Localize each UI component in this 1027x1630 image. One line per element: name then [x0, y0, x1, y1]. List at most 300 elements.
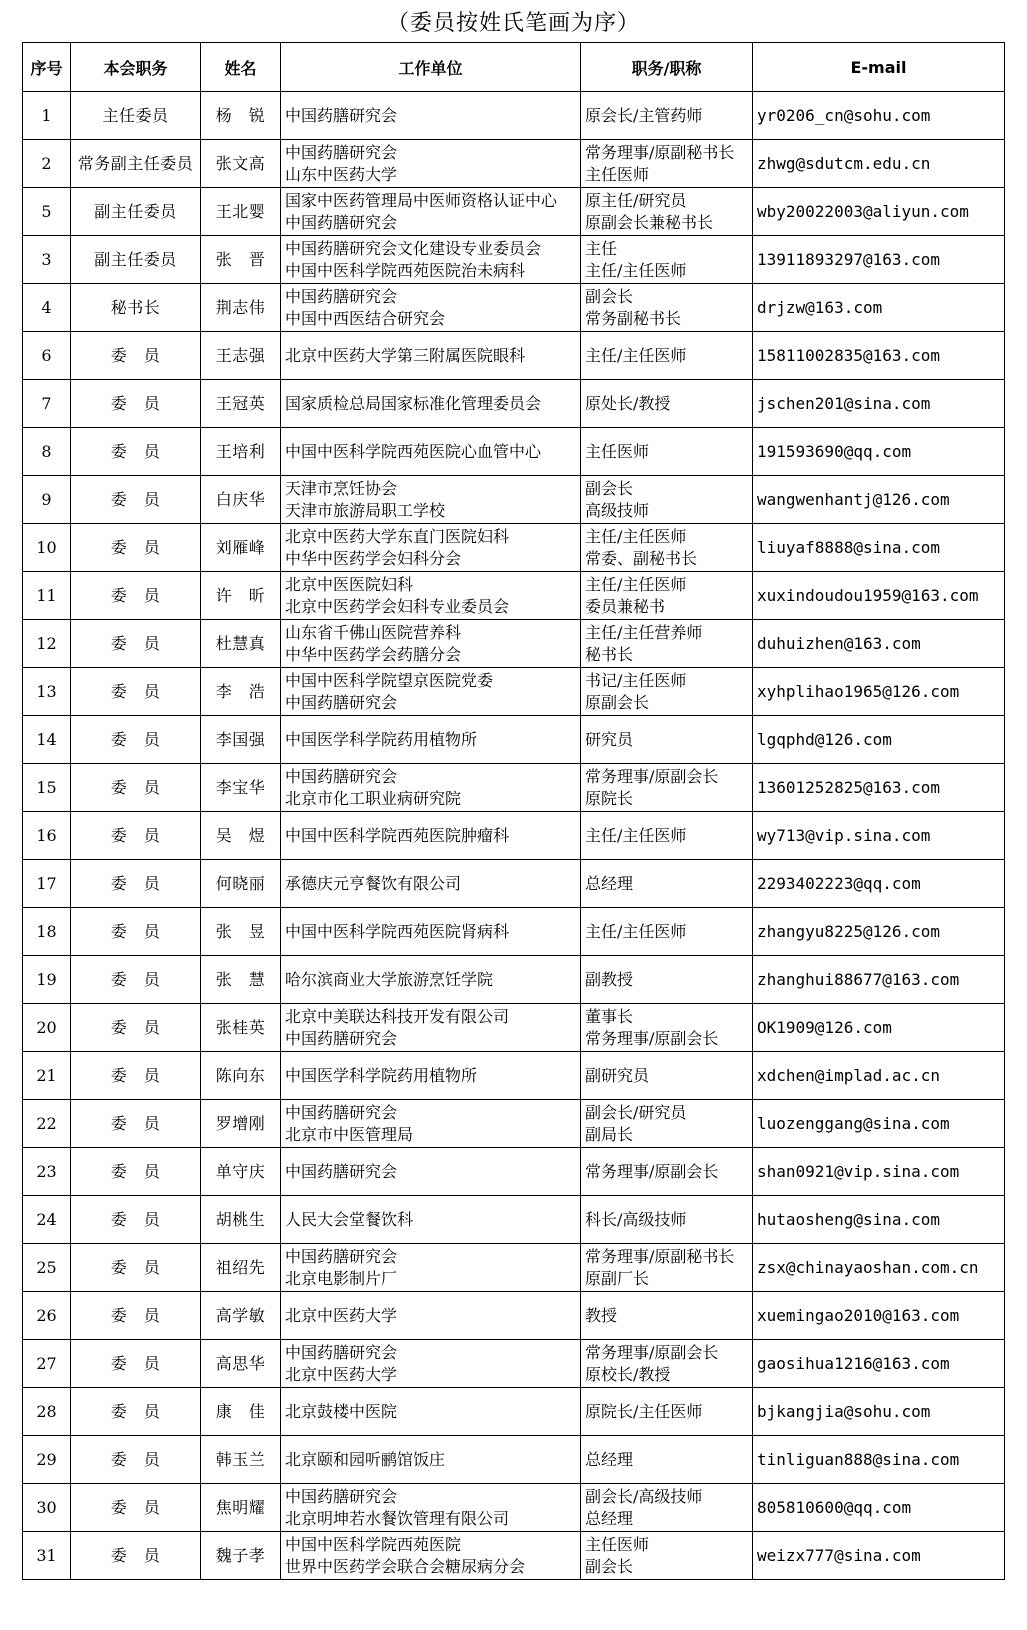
- cell-no: 25: [23, 1244, 71, 1292]
- cell-email: shan0921@vip.sina.com: [753, 1148, 1005, 1196]
- cell-role: 委 员: [71, 860, 201, 908]
- cell-unit-line: 国家质检总局国家标准化管理委员会: [285, 393, 542, 413]
- cell-unit: [281, 812, 581, 860]
- cell-title-line: 副局长: [585, 1124, 634, 1144]
- cell-no: 1: [23, 92, 71, 140]
- table-body: [23, 92, 1005, 1580]
- cell-email: liuyaf8888@sina.com: [753, 524, 1005, 572]
- cell-unit-line: 中国中医科学院西苑医院肿瘤科: [285, 825, 510, 845]
- cell-unit: [281, 1532, 581, 1580]
- cell-role: 委 员: [71, 476, 201, 524]
- caption: （委员按姓氏笔画为序）: [386, 11, 640, 36]
- cell-title-line: 原主任/研究员: [585, 190, 687, 210]
- cell-name: 王冠英: [201, 380, 281, 428]
- cell-name: 李国强: [201, 716, 281, 764]
- cell-title-line: 原副会长兼秘书长: [585, 212, 714, 232]
- cell-name: 李宝华: [201, 764, 281, 812]
- cell-role: 副主任委员: [71, 236, 201, 284]
- cell-unit-line: 中国中医科学院西苑医院: [285, 1534, 462, 1554]
- cell-no: 28: [23, 1388, 71, 1436]
- cell-unit-line: 北京中医医院妇科: [285, 574, 414, 594]
- header-title: 职务/职称: [581, 43, 753, 92]
- table-row: [23, 716, 1005, 764]
- cell-title-line: 原院长: [585, 788, 634, 808]
- cell-unit-line: 山东中医药大学: [285, 164, 398, 184]
- cell-title-line: 原院长/主任医师: [585, 1401, 703, 1421]
- cell-name: 刘雁峰: [201, 524, 281, 572]
- cell-unit-line: 中国药膳研究会: [285, 766, 398, 786]
- cell-role: 委 员: [71, 1244, 201, 1292]
- cell-role: 主任委员: [71, 92, 201, 140]
- cell-title: [581, 572, 753, 620]
- cell-no: 29: [23, 1436, 71, 1484]
- cell-email: zhanghui88677@163.com: [753, 956, 1005, 1004]
- cell-name: 张 慧: [201, 956, 281, 1004]
- cell-unit-line: 中华中医药学会药膳分会: [285, 644, 462, 664]
- header-email: E-mail: [753, 43, 1005, 92]
- cell-title: [581, 1244, 753, 1292]
- cell-unit: [281, 572, 581, 620]
- cell-role: 委 员: [71, 668, 201, 716]
- cell-no: 21: [23, 1052, 71, 1100]
- cell-unit: [281, 1052, 581, 1100]
- cell-title-line: 原会长/主管药师: [585, 105, 703, 125]
- cell-title: [581, 716, 753, 764]
- cell-no: 27: [23, 1340, 71, 1388]
- cell-title: [581, 860, 753, 908]
- table-row: [23, 1196, 1005, 1244]
- cell-role: 委 员: [71, 1340, 201, 1388]
- cell-title-line: 主任医师: [585, 164, 650, 184]
- cell-no: 18: [23, 908, 71, 956]
- cell-email: duhuizhen@163.com: [753, 620, 1005, 668]
- cell-title-line: 常务副秘书长: [585, 308, 682, 328]
- cell-no: 17: [23, 860, 71, 908]
- cell-no: 13: [23, 668, 71, 716]
- cell-name: 许 昕: [201, 572, 281, 620]
- cell-unit-line: 中国药膳研究会: [285, 1102, 398, 1122]
- cell-title: [581, 1292, 753, 1340]
- cell-role: 委 员: [71, 1052, 201, 1100]
- cell-name: 白庆华: [201, 476, 281, 524]
- cell-unit-line: 中国中医科学院西苑医院肾病科: [285, 921, 510, 941]
- cell-no: 5: [23, 188, 71, 236]
- cell-unit: [281, 188, 581, 236]
- cell-email: wy713@vip.sina.com: [753, 812, 1005, 860]
- table-row: [23, 1100, 1005, 1148]
- cell-title-line: 主任/主任医师: [585, 825, 687, 845]
- cell-role: 委 员: [71, 716, 201, 764]
- cell-unit: [281, 1196, 581, 1244]
- cell-no: 12: [23, 620, 71, 668]
- table-row: [23, 476, 1005, 524]
- cell-unit-line: 世界中医药学会联合会糖尿病分会: [285, 1556, 526, 1576]
- cell-name: 焦明耀: [201, 1484, 281, 1532]
- cell-unit: [281, 716, 581, 764]
- cell-title-line: 副会长: [585, 478, 634, 498]
- cell-unit-line: 中国药膳研究会: [285, 1342, 398, 1362]
- cell-title-line: 教授: [585, 1305, 618, 1325]
- cell-name: 王志强: [201, 332, 281, 380]
- table-row: [23, 1052, 1005, 1100]
- cell-title: [581, 476, 753, 524]
- cell-unit: [281, 1100, 581, 1148]
- cell-role: 委 员: [71, 1436, 201, 1484]
- cell-unit: [281, 1004, 581, 1052]
- table-row: [23, 524, 1005, 572]
- cell-title-line: 主任/主任医师: [585, 345, 687, 365]
- cell-title-line: 书记/主任医师: [585, 670, 687, 690]
- cell-email: 191593690@qq.com: [753, 428, 1005, 476]
- cell-unit: [281, 1436, 581, 1484]
- cell-no: 6: [23, 332, 71, 380]
- header-name: 姓名: [201, 43, 281, 92]
- cell-title-line: 原处长/教授: [585, 393, 671, 413]
- cell-no: 26: [23, 1292, 71, 1340]
- cell-title-line: 主任/主任医师: [585, 260, 687, 280]
- cell-title-line: 科长/高级技师: [585, 1209, 687, 1229]
- table-row: [23, 908, 1005, 956]
- cell-no: 30: [23, 1484, 71, 1532]
- cell-title-line: 副会长: [585, 286, 634, 306]
- cell-title-line: 常务理事/原副会长: [585, 1161, 719, 1181]
- cell-unit-line: 中华中医药学会妇科分会: [285, 548, 462, 568]
- cell-email: jschen201@sina.com: [753, 380, 1005, 428]
- cell-title-line: 常务理事/原副会长: [585, 766, 719, 786]
- cell-title-line: 副会长/高级技师: [585, 1486, 703, 1506]
- cell-unit-line: 北京市化工职业病研究院: [285, 788, 462, 808]
- cell-name: 胡桃生: [201, 1196, 281, 1244]
- cell-email: drjzw@163.com: [753, 284, 1005, 332]
- cell-title: [581, 188, 753, 236]
- cell-title: [581, 1004, 753, 1052]
- cell-title: [581, 236, 753, 284]
- cell-role: 委 员: [71, 812, 201, 860]
- cell-role: 委 员: [71, 1532, 201, 1580]
- cell-no: 22: [23, 1100, 71, 1148]
- cell-name: 韩玉兰: [201, 1436, 281, 1484]
- cell-title-line: 委员兼秘书: [585, 596, 666, 616]
- cell-title-line: 常务理事/原副秘书长: [585, 1246, 735, 1266]
- cell-role: 委 员: [71, 620, 201, 668]
- table-row: [23, 428, 1005, 476]
- cell-email: luozenggang@sina.com: [753, 1100, 1005, 1148]
- header-unit: 工作单位: [281, 43, 581, 92]
- cell-name: 杜慧真: [201, 620, 281, 668]
- cell-unit-line: 中国药膳研究会: [285, 1246, 398, 1266]
- cell-unit: [281, 284, 581, 332]
- cell-unit-line: 北京中医药大学: [285, 1305, 398, 1325]
- cell-name: 王培利: [201, 428, 281, 476]
- cell-email: tinliguan888@sina.com: [753, 1436, 1005, 1484]
- cell-title-line: 副研究员: [585, 1065, 650, 1085]
- header-no: 序号: [23, 43, 71, 92]
- cell-role: 秘书长: [71, 284, 201, 332]
- cell-email: xyhplihao1965@126.com: [753, 668, 1005, 716]
- cell-no: 14: [23, 716, 71, 764]
- cell-unit-line: 山东省千佛山医院营养科: [285, 622, 462, 642]
- cell-unit-line: 中国中西医结合研究会: [285, 308, 446, 328]
- cell-name: 魏子孝: [201, 1532, 281, 1580]
- cell-email: lgqphd@126.com: [753, 716, 1005, 764]
- cell-title-line: 主任: [585, 238, 618, 258]
- cell-email: wangwenhantj@126.com: [753, 476, 1005, 524]
- cell-title-line: 主任医师: [585, 1534, 650, 1554]
- cell-unit-line: 中国中医科学院望京医院党委: [285, 670, 494, 690]
- table-row: [23, 284, 1005, 332]
- cell-role: 委 员: [71, 572, 201, 620]
- cell-unit-line: 北京中医药大学: [285, 1364, 398, 1384]
- cell-unit-line: 北京鼓楼中医院: [285, 1401, 398, 1421]
- cell-unit: [281, 956, 581, 1004]
- cell-title: [581, 812, 753, 860]
- cell-role: 副主任委员: [71, 188, 201, 236]
- cell-name: 罗增刚: [201, 1100, 281, 1148]
- cell-title: [581, 1340, 753, 1388]
- cell-role: 委 员: [71, 956, 201, 1004]
- cell-email: 15811002835@163.com: [753, 332, 1005, 380]
- cell-unit-line: 北京明坤若水餐饮管理有限公司: [285, 1508, 510, 1528]
- cell-name: 何晓丽: [201, 860, 281, 908]
- cell-role: 委 员: [71, 1292, 201, 1340]
- cell-email: zsx@chinayaoshan.com.cn: [753, 1244, 1005, 1292]
- table-row: [23, 764, 1005, 812]
- cell-title-line: 主任医师: [585, 441, 650, 461]
- cell-title-line: 董事长: [585, 1006, 634, 1026]
- cell-title-line: 总经理: [585, 1508, 634, 1528]
- cell-unit-line: 天津市烹饪协会: [285, 478, 398, 498]
- table-row: [23, 332, 1005, 380]
- table-row: [23, 92, 1005, 140]
- cell-role: 委 员: [71, 332, 201, 380]
- cell-name: 陈向东: [201, 1052, 281, 1100]
- cell-unit-line: 中国药膳研究会: [285, 1486, 398, 1506]
- cell-name: 荆志伟: [201, 284, 281, 332]
- cell-unit: [281, 620, 581, 668]
- table-row: [23, 812, 1005, 860]
- cell-no: 9: [23, 476, 71, 524]
- table-row: [23, 860, 1005, 908]
- cell-role: 委 员: [71, 1004, 201, 1052]
- cell-title-line: 原副会长: [585, 692, 650, 712]
- table-row: [23, 1004, 1005, 1052]
- cell-email: bjkangjia@sohu.com: [753, 1388, 1005, 1436]
- table-row: [23, 188, 1005, 236]
- table-row: [23, 956, 1005, 1004]
- cell-title-line: 总经理: [585, 1449, 634, 1469]
- cell-unit: [281, 236, 581, 284]
- cell-role: 委 员: [71, 524, 201, 572]
- cell-title: [581, 1532, 753, 1580]
- cell-title: [581, 380, 753, 428]
- cell-unit: [281, 1148, 581, 1196]
- cell-title-line: 主任/主任医师: [585, 526, 687, 546]
- cell-title-line: 副教授: [585, 969, 634, 989]
- header-role: 本会职务: [71, 43, 201, 92]
- cell-no: 4: [23, 284, 71, 332]
- cell-email: 805810600@qq.com: [753, 1484, 1005, 1532]
- cell-no: 8: [23, 428, 71, 476]
- cell-unit: [281, 1244, 581, 1292]
- cell-no: 2: [23, 140, 71, 188]
- cell-email: xuxindoudou1959@163.com: [753, 572, 1005, 620]
- cell-unit-line: 中国医学科学院药用植物所: [285, 1065, 478, 1085]
- cell-title: [581, 1484, 753, 1532]
- cell-unit: [281, 1340, 581, 1388]
- cell-title-line: 副会长/研究员: [585, 1102, 687, 1122]
- cell-unit: [281, 332, 581, 380]
- cell-name: 康 佳: [201, 1388, 281, 1436]
- cell-title: [581, 764, 753, 812]
- cell-name: 单守庆: [201, 1148, 281, 1196]
- cell-no: 24: [23, 1196, 71, 1244]
- cell-name: 李 浩: [201, 668, 281, 716]
- cell-email: yr0206_cn@sohu.com: [753, 92, 1005, 140]
- cell-name: 祖绍先: [201, 1244, 281, 1292]
- cell-email: zhwg@sdutcm.edu.cn: [753, 140, 1005, 188]
- cell-unit-line: 中国医学科学院药用植物所: [285, 729, 478, 749]
- cell-email: OK1909@126.com: [753, 1004, 1005, 1052]
- cell-unit: [281, 524, 581, 572]
- cell-no: 23: [23, 1148, 71, 1196]
- table-row: [23, 1148, 1005, 1196]
- cell-unit-line: 北京市中医管理局: [285, 1124, 414, 1144]
- header-row: [23, 43, 1005, 92]
- cell-name: 张文高: [201, 140, 281, 188]
- cell-unit-line: 天津市旅游局职工学校: [285, 500, 446, 520]
- cell-no: 31: [23, 1532, 71, 1580]
- cell-unit: [281, 92, 581, 140]
- cell-title: [581, 428, 753, 476]
- cell-title-line: 常务理事/原副会长: [585, 1342, 719, 1362]
- table-row: [23, 1292, 1005, 1340]
- cell-unit-line: 中国中医科学院西苑医院心血管中心: [285, 441, 542, 461]
- cell-email: hutaosheng@sina.com: [753, 1196, 1005, 1244]
- table-row: [23, 1244, 1005, 1292]
- cell-email: weizx777@sina.com: [753, 1532, 1005, 1580]
- cell-unit: [281, 1484, 581, 1532]
- cell-email: zhangyu8225@126.com: [753, 908, 1005, 956]
- cell-name: 张桂英: [201, 1004, 281, 1052]
- table-row: [23, 668, 1005, 716]
- cell-title: [581, 620, 753, 668]
- cell-name: 张 晋: [201, 236, 281, 284]
- cell-title: [581, 524, 753, 572]
- cell-unit-line: 国家中医药管理局中医师资格认证中心: [285, 190, 558, 210]
- cell-role: 委 员: [71, 380, 201, 428]
- cell-role: 委 员: [71, 1196, 201, 1244]
- cell-title-line: 常务理事/原副会长: [585, 1028, 719, 1048]
- cell-no: 16: [23, 812, 71, 860]
- cell-title: [581, 956, 753, 1004]
- cell-email: xdchen@implad.ac.cn: [753, 1052, 1005, 1100]
- cell-name: 王北婴: [201, 188, 281, 236]
- cell-email: 13601252825@163.com: [753, 764, 1005, 812]
- cell-unit-line: 中国药膳研究会文化建设专业委员会: [285, 238, 542, 258]
- cell-role: 委 员: [71, 764, 201, 812]
- cell-no: 20: [23, 1004, 71, 1052]
- cell-role: 委 员: [71, 428, 201, 476]
- cell-title: [581, 1196, 753, 1244]
- table-row: [23, 236, 1005, 284]
- table-row: [23, 572, 1005, 620]
- cell-unit: [281, 668, 581, 716]
- cell-unit: [281, 860, 581, 908]
- cell-title: [581, 1052, 753, 1100]
- cell-title: [581, 1388, 753, 1436]
- cell-unit-line: 北京中医药大学第三附属医院眼科: [285, 345, 526, 365]
- table-row: [23, 620, 1005, 668]
- cell-unit: [281, 380, 581, 428]
- cell-email: 13911893297@163.com: [753, 236, 1005, 284]
- cell-unit-line: 北京颐和园听鹂馆饭庄: [285, 1449, 446, 1469]
- cell-no: 11: [23, 572, 71, 620]
- cell-title-line: 高级技师: [585, 500, 650, 520]
- cell-name: 杨 锐: [201, 92, 281, 140]
- cell-role: 委 员: [71, 1100, 201, 1148]
- cell-no: 10: [23, 524, 71, 572]
- cell-email: wby20022003@aliyun.com: [753, 188, 1005, 236]
- cell-unit-line: 北京中医药大学东直门医院妇科: [285, 526, 510, 546]
- cell-email: xuemingao2010@163.com: [753, 1292, 1005, 1340]
- cell-role: 委 员: [71, 908, 201, 956]
- cell-title-line: 主任/主任营养师: [585, 622, 703, 642]
- cell-no: 7: [23, 380, 71, 428]
- cell-title: [581, 284, 753, 332]
- table-row: [23, 140, 1005, 188]
- cell-title: [581, 332, 753, 380]
- cell-title: [581, 1100, 753, 1148]
- cell-title: [581, 140, 753, 188]
- cell-unit-line: 北京中美联达科技开发有限公司: [285, 1006, 510, 1026]
- cell-role: 委 员: [71, 1148, 201, 1196]
- cell-unit-line: 承德庆元亨餐饮有限公司: [285, 873, 462, 893]
- cell-no: 15: [23, 764, 71, 812]
- cell-title-line: 研究员: [585, 729, 634, 749]
- cell-email: gaosihua1216@163.com: [753, 1340, 1005, 1388]
- table-row: [23, 1388, 1005, 1436]
- cell-role: 委 员: [71, 1388, 201, 1436]
- table-row: [23, 380, 1005, 428]
- cell-unit-line: 中国药膳研究会: [285, 142, 398, 162]
- cell-unit: [281, 428, 581, 476]
- cell-title-line: 原副厂长: [585, 1268, 650, 1288]
- cell-unit: [281, 140, 581, 188]
- cell-name: 高学敏: [201, 1292, 281, 1340]
- cell-title: [581, 1148, 753, 1196]
- cell-title-line: 副会长: [585, 1556, 634, 1576]
- cell-unit-line: 北京中医药学会妇科专业委员会: [285, 596, 510, 616]
- cell-title-line: 秘书长: [585, 644, 634, 664]
- cell-name: 张 昱: [201, 908, 281, 956]
- cell-role: 委 员: [71, 1484, 201, 1532]
- cell-name: 高思华: [201, 1340, 281, 1388]
- cell-unit: [281, 908, 581, 956]
- cell-title: [581, 908, 753, 956]
- table-row: [23, 1340, 1005, 1388]
- cell-title-line: 主任/主任医师: [585, 574, 687, 594]
- cell-title-line: 主任/主任医师: [585, 921, 687, 941]
- table-row: [23, 1484, 1005, 1532]
- cell-unit-line: 中国药膳研究会: [285, 105, 398, 125]
- cell-unit-line: 中国药膳研究会: [285, 286, 398, 306]
- cell-title: [581, 668, 753, 716]
- cell-title-line: 原校长/教授: [585, 1364, 671, 1384]
- cell-unit-line: 北京电影制片厂: [285, 1268, 398, 1288]
- cell-title: [581, 92, 753, 140]
- cell-title-line: 常委、副秘书长: [585, 548, 698, 568]
- cell-role: 常务副主任委员: [71, 140, 201, 188]
